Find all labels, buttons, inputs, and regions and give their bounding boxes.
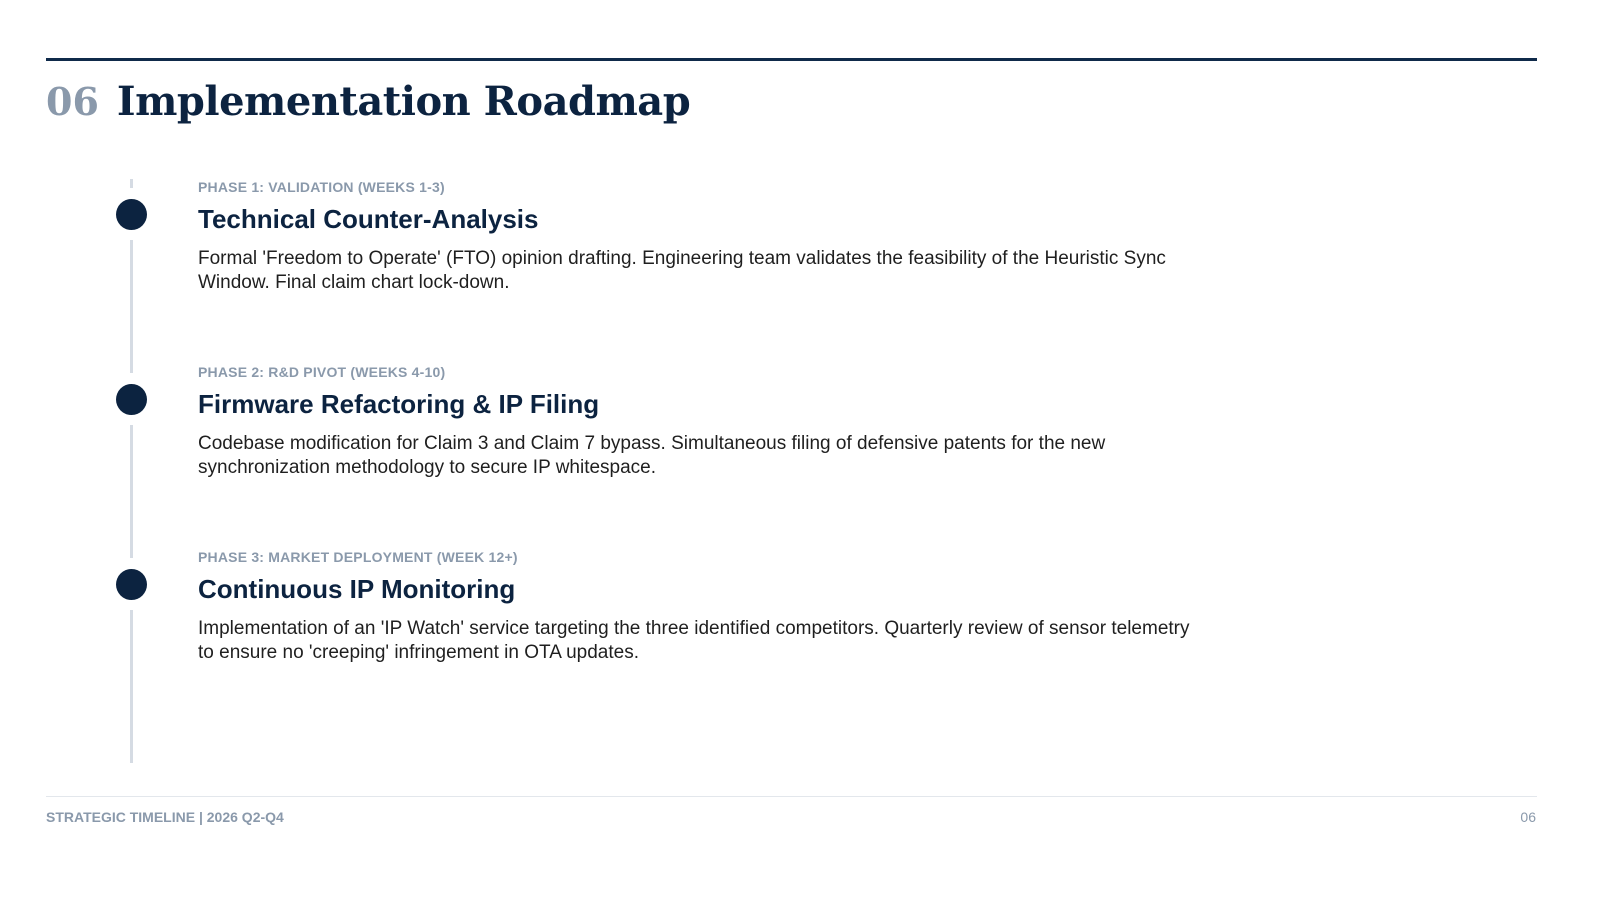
phase-title: Continuous IP Monitoring: [198, 574, 516, 604]
phase-description: Implementation of an 'IP Watch' service targeting the three identified competitors. Quarterly review of sensor telemetry to ensure no 'creeping' infringement in OTA updates.: [198, 618, 1190, 663]
timeline-connector: [130, 240, 133, 373]
phase-1: [198, 179, 1208, 295]
footer-caption: STRATEGIC TIMELINE | 2026 Q2-Q4: [46, 809, 284, 825]
timeline-dot-phase-1: [116, 199, 147, 230]
header-rule: [46, 58, 1537, 61]
phase-description: Formal 'Freedom to Operate' (FTO) opinion drafting. Engineering team validates the feasibility of the Heuristic Sync Window. Final claim chart lock-down.: [198, 248, 1166, 293]
timeline-dot-phase-2: [116, 384, 147, 415]
page-number: 06: [1520, 809, 1536, 825]
phase-label: PHASE 1: VALIDATION (WEEKS 1-3): [198, 179, 445, 195]
phase-2: [198, 364, 1208, 480]
timeline-connector: [130, 610, 133, 763]
phase-label: PHASE 2: R&D PIVOT (WEEKS 4-10): [198, 364, 446, 380]
page-header: [46, 78, 690, 125]
phase-title: Firmware Refactoring & IP Filing: [198, 389, 600, 419]
timeline-connector: [130, 425, 133, 558]
page-title: Implementation Roadmap: [116, 78, 691, 125]
phase-description: Codebase modification for Claim 3 and Claim 7 bypass. Simultaneous filing of defensive patents for the new synchronization methodology to secure IP whitespace.: [198, 433, 1106, 478]
timeline-dot-phase-3: [116, 569, 147, 600]
phase-label: PHASE 3: MARKET DEPLOYMENT (WEEK 12+): [198, 549, 518, 565]
footer-rule: [46, 796, 1537, 797]
section-number: 06: [46, 79, 99, 124]
phase-title: Technical Counter-Analysis: [198, 204, 539, 234]
timeline-start-tick: [130, 179, 133, 188]
phase-3: [198, 549, 1208, 665]
